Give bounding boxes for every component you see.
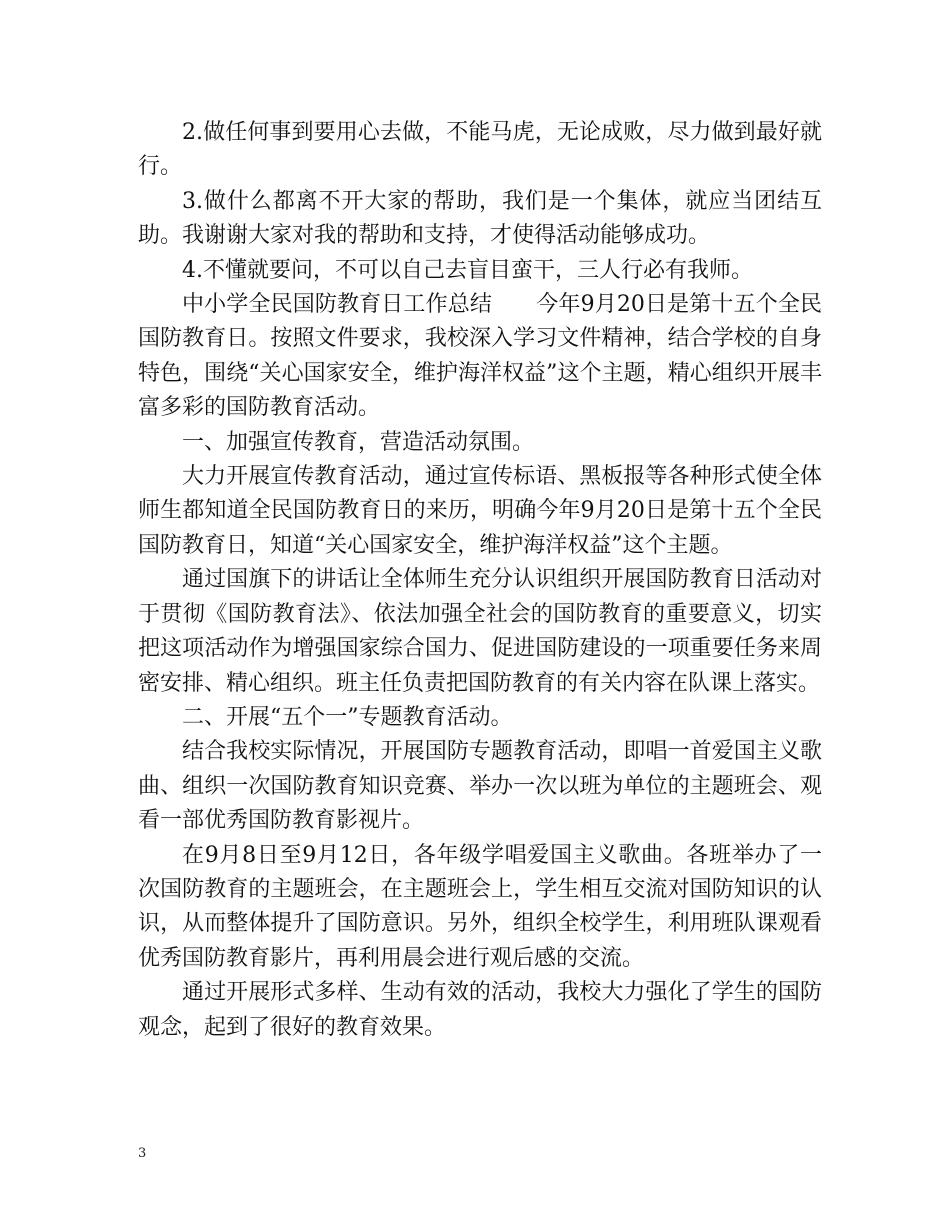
- paragraph-special-activities: 结合我校实际情况，开展国防专题教育活动，即唱一首爱国主义歌曲、组织一次国防教育知识竞赛、举办一次以班为单位的主题班会、观看一部优秀国防教育影视片。: [138, 739, 822, 834]
- section-heading-1: 一、加强宣传教育，营造活动氛围。: [182, 429, 535, 455]
- section-heading-2: 二、开展“五个一”专题教育活动。: [182, 704, 513, 730]
- paragraph-item-3: 3.做什么都离不开大家的帮助，我们是一个集体，就应当团结互助。我谢谢大家对我的帮助和支持，才使得活动能够成功。: [138, 188, 822, 249]
- page-number: 3: [138, 1146, 147, 1161]
- paragraph-conclusion: 通过开展形式多样、生动有效的活动，我校大力强化了学生的国防观念，起到了很好的教育效果。: [138, 980, 822, 1040]
- paragraph-flag-speech: 通过国旗下的讲话让全体师生充分认识组织开展国防教育日活动对于贯彻《国防教育法》、依法加强全社会的国防教育的重要意义，切实把这项活动作为增强国家综合国力、促进国防建设的一项重要任务来周密安排、精心组织。班主任负责把国防教育的有关内容在队课上落实。: [138, 567, 822, 696]
- paragraph-item-4: 4.不懂就要问，不可以自己去盲目蛮干，三人行必有我师。: [182, 257, 753, 283]
- paragraph-publicity: 大力开展宣传教育活动，通过宣传标语、黑板报等各种形式使全体师生都知道全民国防教育日的来历，明确今年9月20日是第十五个全民国防教育日，知道“关心国家安全，维护海洋权益”这个主题。: [138, 464, 822, 558]
- section-title-and-intro: 中小学全民国防教育日工作总结 今年9月20日是第十五个全民国防教育日。按照文件要求，我校深入学习文件精神，结合学校的自身特色，围绕“关心国家安全，维护海洋权益”这个主题，精心组织开展丰富多彩的国防教育活动。: [138, 292, 822, 421]
- paragraph-item-2: 2.做任何事到要用心去做，不能马虎，无论成败，尽力做到最好就行。: [138, 120, 822, 180]
- document-body: [138, 116, 822, 1045]
- paragraph-schedule: 在9月8日至9月12日，各年级学唱爱国主义歌曲。各班举办了一次国防教育的主题班会，在主题班会上，学生相互交流对国防知识的认识，从而整体提升了国防意识。另外，组织全校学生，利用班队课观看优秀国防教育影片，再利用晨会进行观后感的交流。: [138, 842, 822, 971]
